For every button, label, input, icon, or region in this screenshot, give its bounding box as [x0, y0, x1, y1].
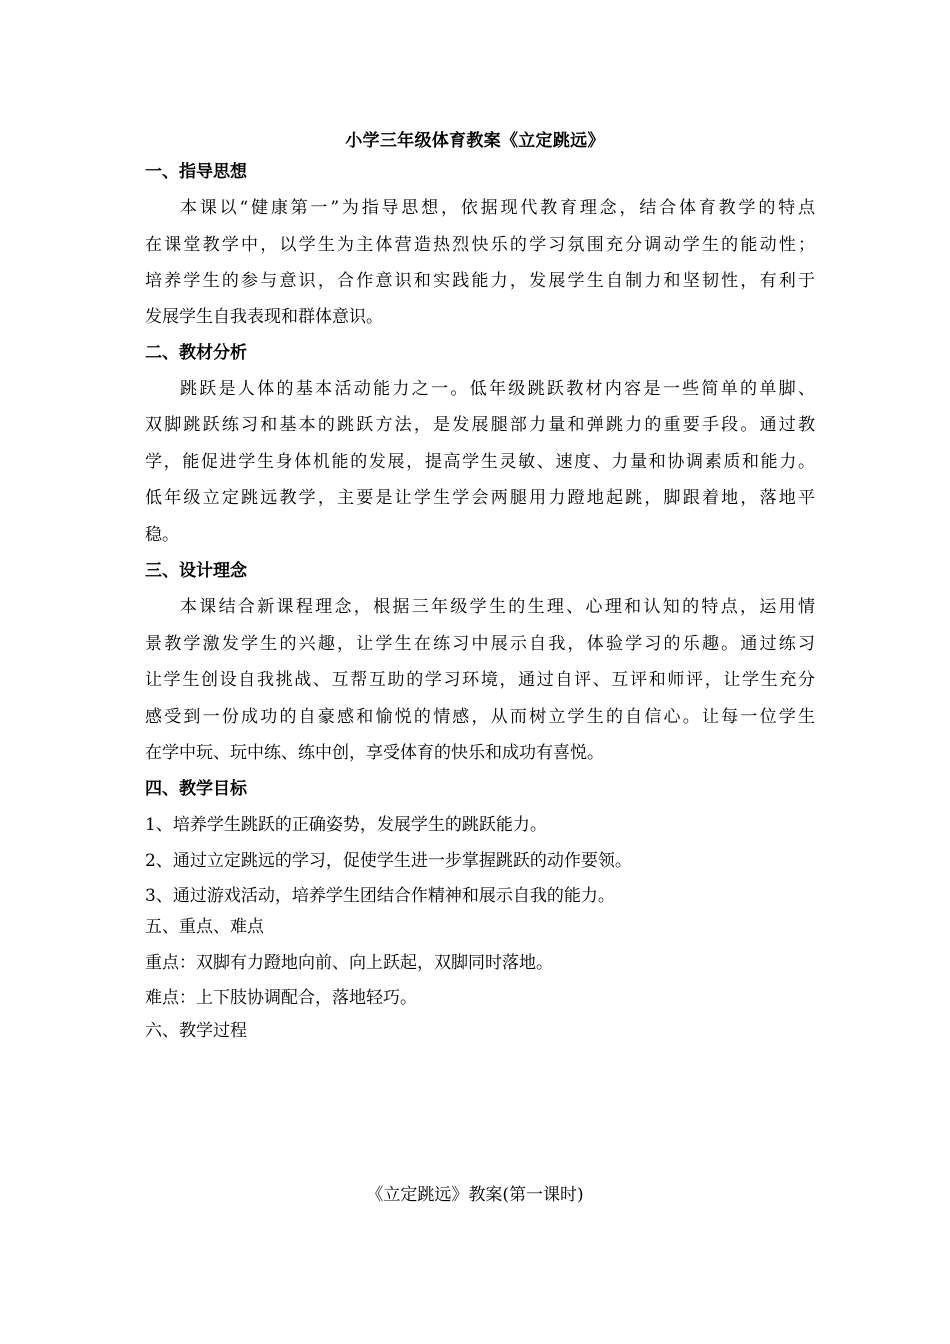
lesson-subtitle: 《立定跳远》教案(第一课时)	[366, 1185, 584, 1205]
paragraph-line: 学，能促进学生身体机能的发展，提高学生灵敏、速度、力量和协调素质和能力。	[145, 452, 815, 472]
paragraph-line: 跳跃是人体的基本活动能力之一。低年级跳跃教材内容是一些简单的单脚、	[180, 379, 815, 399]
document-title: 小学三年级体育教案《立定跳远》	[345, 131, 605, 151]
paragraph-line: 发展学生自我表现和群体意识。	[145, 307, 383, 327]
section-heading-guiding-ideology: 一、指导思想	[145, 162, 247, 182]
paragraph-line: 低年级立定跳远教学，主要是让学生学会两腿用力蹬地起跳，脚跟着地，落地平	[145, 488, 815, 508]
section-heading-design-concept: 三、设计理念	[145, 561, 247, 581]
paragraph-line: 感受到一份成功的自豪感和愉悦的情感，从而树立学生的自信心。让每一位学生	[145, 707, 815, 727]
paragraph-line: 本课以“健康第一”为指导思想，依据现代教育理念，结合体育教学的特点	[180, 198, 815, 218]
paragraph-line: 培养学生的参与意识，合作意识和实践能力，发展学生自制力和坚韧性，有利于	[145, 271, 815, 291]
paragraph-line: 景教学激发学生的兴趣，让学生在练习中展示自我，体验学习的乐趣。通过练习	[145, 634, 815, 654]
paragraph-line: 让学生创设自我挑战、互帮互助的学习环境，通过自评、互评和师评，让学生充分	[145, 670, 815, 690]
paragraph-line: 难点：上下肢协调配合，落地轻巧。	[145, 988, 417, 1008]
paragraph-line: 在学中玩、玩中练、练中创，享受体育的快乐和成功有喜悦。	[145, 743, 604, 763]
paragraph-line: 双脚跳跃练习和基本的跳跃方法，是发展腿部力量和弹跳力的重要手段。通过教	[145, 415, 815, 435]
section-heading-key-points: 五、重点、难点	[145, 917, 264, 937]
paragraph-line: 稳。	[145, 525, 179, 545]
list-item: 3、通过游戏活动，培养学生团结合作精神和展示自我的能力。	[145, 886, 615, 906]
paragraph-line: 本课结合新课程理念，根据三年级学生的生理、心理和认知的特点，运用情	[180, 597, 815, 617]
section-heading-material-analysis: 二、教材分析	[145, 343, 247, 363]
list-item: 1、培养学生跳跃的正确姿势，发展学生的跳跃能力。	[145, 815, 547, 835]
section-heading-teaching-objectives: 四、教学目标	[145, 779, 247, 799]
list-item: 2、通过立定跳远的学习，促使学生进一步掌握跳跃的动作要领。	[145, 851, 632, 871]
paragraph-line: 重点：双脚有力蹬地向前、向上跃起，双脚同时落地。	[145, 953, 553, 973]
section-heading-teaching-process: 六、教学过程	[145, 1021, 247, 1041]
paragraph-line: 在课堂教学中，以学生为主体营造热烈快乐的学习氛围充分调动学生的能动性；	[145, 235, 815, 255]
